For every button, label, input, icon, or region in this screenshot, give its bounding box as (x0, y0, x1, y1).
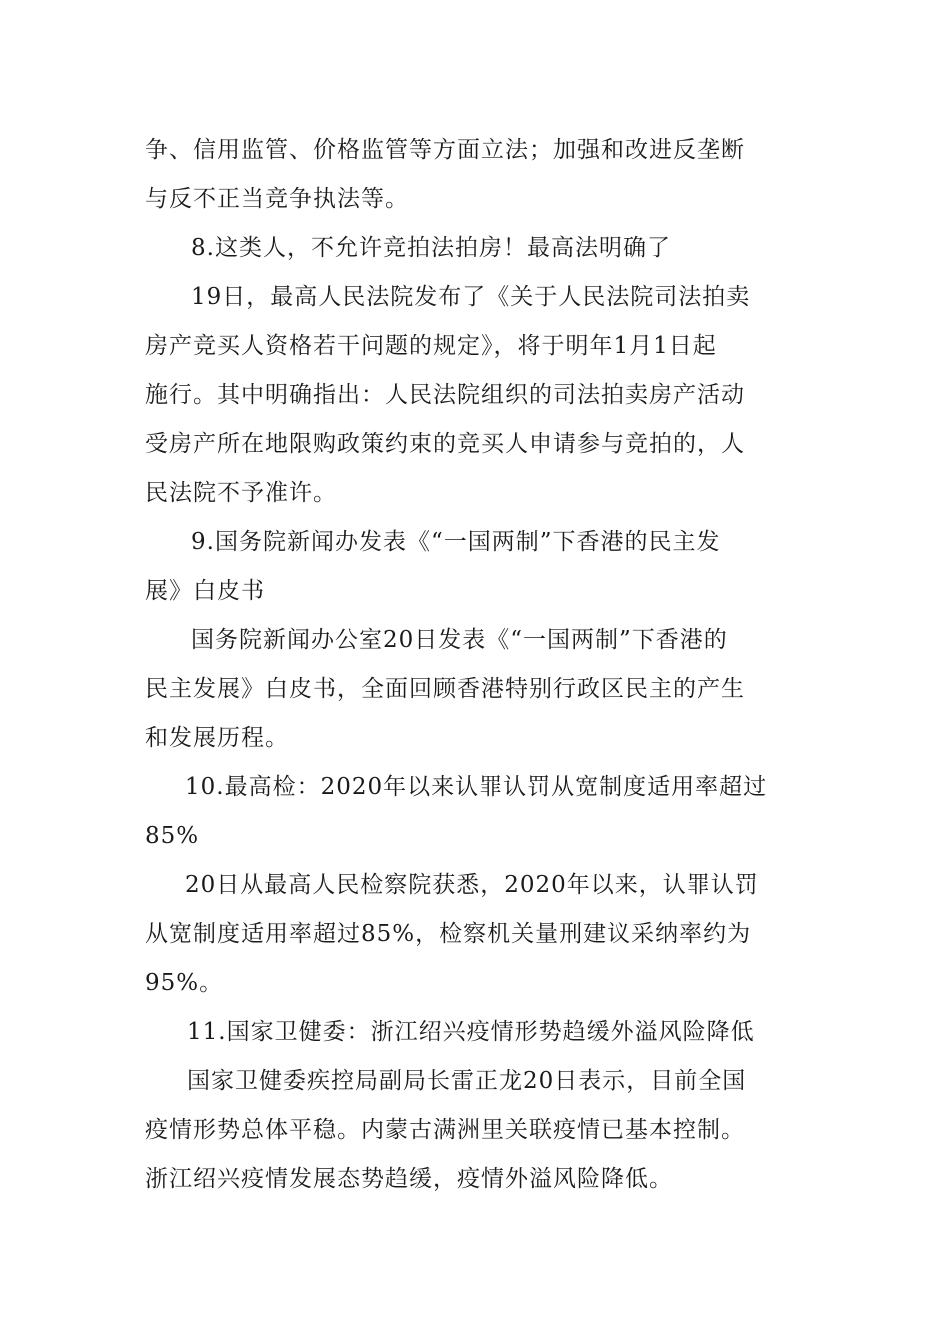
text-line: 受房产所在地限购政策约束的竞买人申请参与竞拍的，人 (145, 431, 745, 457)
text-line: 民主发展》白皮书，全面回顾香港特别行政区民主的产生 (145, 676, 745, 702)
section-heading-9: 9.国务院新闻办发表《“一国两制”下香港的民主发 (191, 529, 721, 555)
text-line: 争、信用监管、价格监管等方面立法；加强和改进反垄断 (145, 137, 745, 163)
text-line: 国务院新闻办公室20日发表《“一国两制”下香港的 (191, 627, 728, 653)
text-line: 施行。其中明确指出：人民法院组织的司法拍卖房产活动 (145, 382, 745, 408)
section-heading-9-cont: 展》白皮书 (145, 578, 265, 604)
section-heading-10: 10.最高检：2020年以来认罪认罚从宽制度适用率超过 (185, 774, 768, 800)
text-line: 疫情形势总体平稳。内蒙古满洲里关联疫情已基本控制。 (145, 1117, 745, 1143)
text-line: 国家卫健委疾控局副局长雷正龙20日表示，目前全国 (187, 1068, 747, 1094)
text-line: 和发展历程。 (145, 725, 289, 751)
document-page (145, 126, 810, 1204)
section-heading-10-cont: 85% (145, 823, 200, 849)
text-line: 19日，最高人民法院发布了《关于人民法院司法拍卖 (191, 284, 751, 310)
text-line: 95%。 (145, 970, 224, 996)
section-heading-8: 8.这类人，不允许竞拍法拍房！最高法明确了 (191, 235, 671, 261)
text-line: 与反不正当竞争执法等。 (145, 186, 409, 212)
text-line: 浙江绍兴疫情发展态势趋缓，疫情外溢风险降低。 (145, 1166, 673, 1192)
text-line: 从宽制度适用率超过85%，检察机关量刑建议采纳率约为 (145, 921, 752, 947)
text-line: 民法院不予准许。 (145, 480, 337, 506)
text-line: 20日从最高人民检察院获悉，2020年以来，认罪认罚 (185, 872, 759, 898)
section-heading-11: 11.国家卫健委：浙江绍兴疫情形势趋缓外溢风险降低 (187, 1019, 755, 1045)
text-line: 房产竞买人资格若干问题的规定》，将于明年1月1日起 (145, 333, 717, 359)
